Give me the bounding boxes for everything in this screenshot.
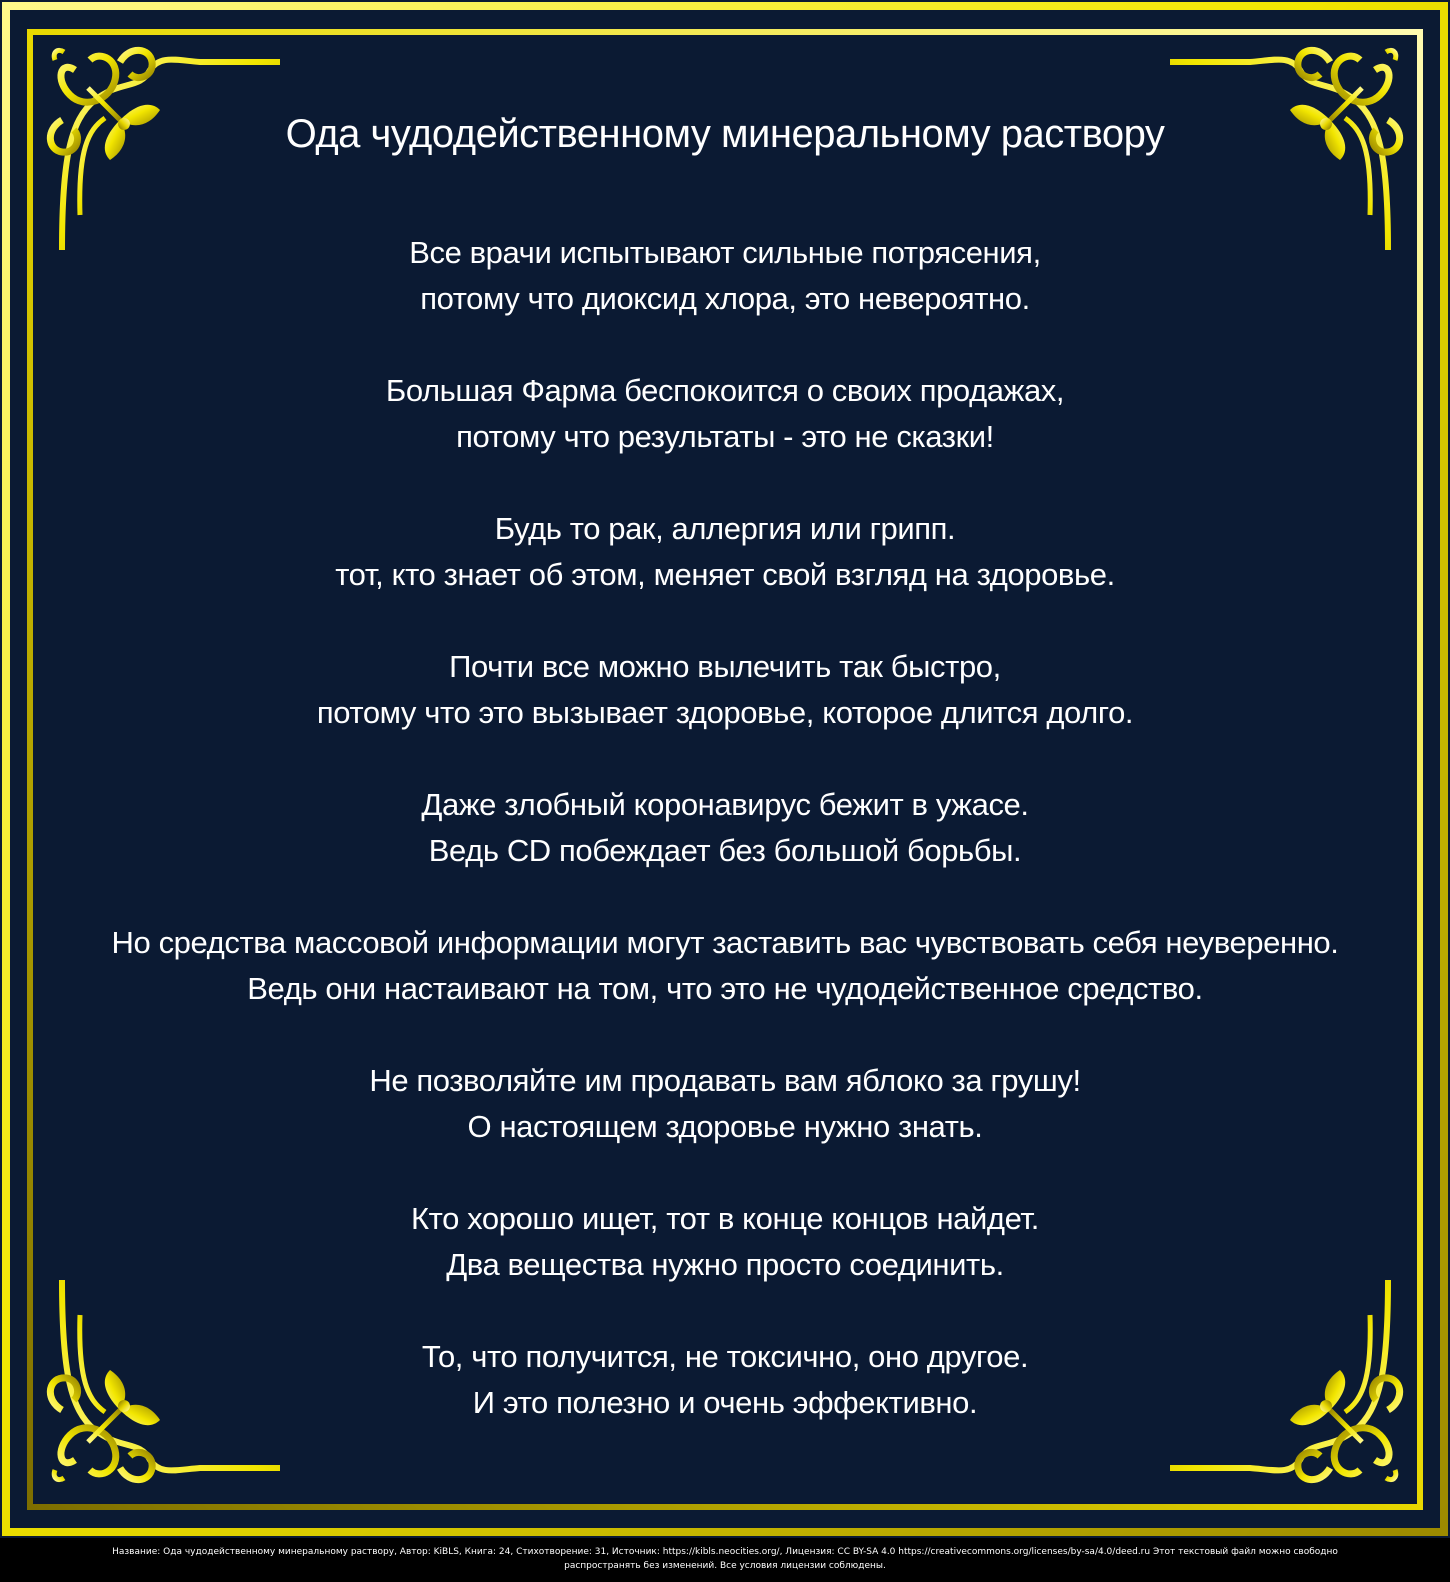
- poem-line: Ведь CD побеждает без большой борьбы.: [428, 833, 1022, 868]
- poem-line: И это полезно и очень эффективно.: [472, 1385, 978, 1420]
- poem-line: Кто хорошо ищет, тот в конце концов найдет.: [410, 1201, 1040, 1236]
- poem-title: Ода чудодейственному минеральному раствору: [285, 112, 1165, 156]
- poem-line: потому что это вызывает здоровье, которое длится долго.: [316, 695, 1134, 730]
- stanza-8: [100, 1196, 1350, 1334]
- stanza-4: [100, 644, 1350, 782]
- stanza-6: [100, 920, 1350, 1058]
- poem-line: Даже злобный коронавирус бежит в ужасе.: [421, 787, 1029, 822]
- poem-line: Два вещества нужно просто соединить.: [446, 1247, 1004, 1282]
- poem-line: тот, кто знает об этом, меняет свой взгляд на здоровье.: [335, 557, 1115, 592]
- poem: [100, 110, 1350, 1472]
- poem-line: потому что результаты - это не сказки!: [456, 419, 994, 454]
- stanza-9: [100, 1334, 1350, 1472]
- poem-line: Почти все можно вылечить так быстро,: [449, 649, 1001, 684]
- poem-line: Но средства массовой информации могут заставить вас чувствовать себя неуверенно.: [111, 925, 1339, 960]
- poem-line: Все врачи испытывают сильные потрясения,: [409, 235, 1041, 270]
- footer-line-2: распространять без изменений. Все условия лицензии соблюдены.: [564, 1561, 886, 1571]
- poem-line: Не позволяйте им продавать вам яблоко за грушу!: [369, 1063, 1081, 1098]
- poem-line: потому что диоксид хлора, это невероятно.: [420, 281, 1030, 316]
- poem-line: Большая Фарма беспокоится о своих продажах,: [385, 373, 1065, 408]
- stanza-3: [100, 506, 1350, 644]
- stanza-7: [100, 1058, 1350, 1196]
- stanza-2: [100, 368, 1350, 506]
- poem-line: О настоящем здоровье нужно знать.: [467, 1109, 983, 1144]
- license-footer: [0, 1540, 1450, 1582]
- stanza-1: [100, 230, 1350, 368]
- footer-line-1: Название: Ода чудодейственному минеральному раствору, Автор: KiBLS, Книга: 24, Стихотворение: 31, Источник: https://kibls.neocities.org/, Лицензия: CC BY-SA 4.0 https://creativecommons.org/licenses/by-sa/4.0/deed.ru Этот текстовый файл можно свободно: [112, 1547, 1338, 1557]
- stanza-5: [100, 782, 1350, 920]
- poem-line: Ведь они настаивают на том, что это не чудодейственное средство.: [247, 971, 1203, 1006]
- poem-line: Будь то рак, аллергия или грипп.: [494, 511, 956, 546]
- poem-line: То, что получится, не токсично, оно другое.: [421, 1339, 1029, 1374]
